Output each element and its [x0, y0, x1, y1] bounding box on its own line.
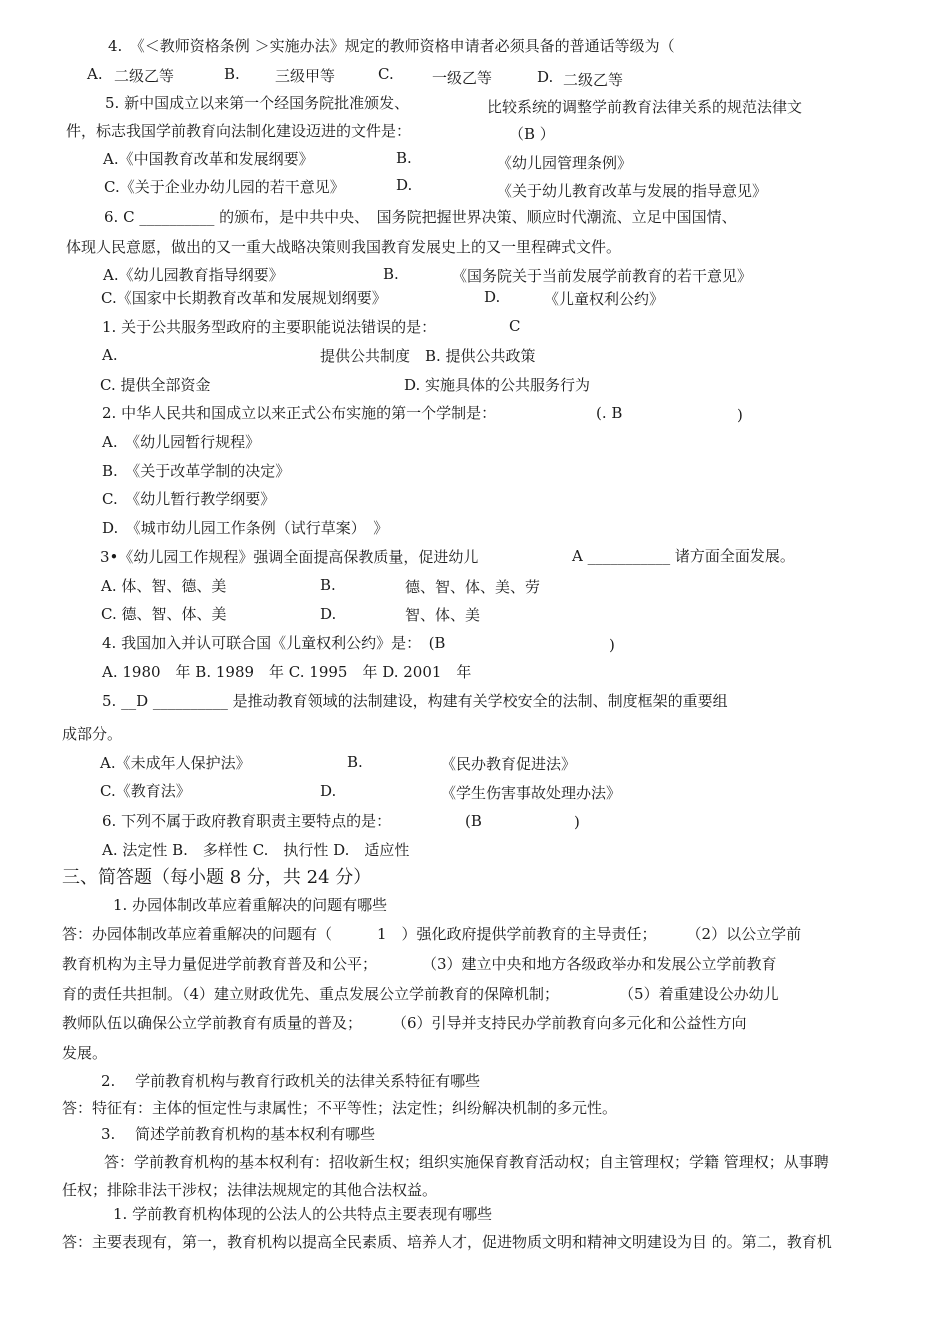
text-line: 发展。: [62, 1044, 108, 1062]
text-line: 答：办园体制改革应着重解决的问题有（ 1 ）强化政府提供学前教育的主导责任； （2）以公立学前: [62, 925, 802, 943]
text-line: 《民办教育促进法》: [441, 755, 577, 773]
text-line: 1. 关于公共服务型政府的主要职能说法错误的是：: [102, 318, 437, 336]
section-heading: 三、简答题（每小题 8 分，共 24 分）: [62, 867, 372, 888]
text-line: 二级乙等: [114, 67, 175, 85]
text-line: C.《教育法》: [100, 782, 191, 800]
text-line: 智、体、美: [405, 606, 481, 624]
text-line: 5. __D __________ 是推动教育领域的法制建设，构建有关学校安全的法制、制度框架的重要组: [102, 692, 728, 710]
text-line: (. B: [596, 404, 623, 422]
text-line: 《幼儿园管理条例》: [497, 154, 633, 172]
text-line: 2. 学前教育机构与教育行政机关的法律关系特征有哪些: [101, 1072, 481, 1090]
text-line: 答：学前教育机构的基本权利有：招收新生权；组织实施保育教育活动权；自主管理权；学籍 管理权；从事聘: [104, 1153, 829, 1171]
text-line: 教育机构为主导力量促进学前教育普及和公平； （3）建立中央和地方各级政举办和发展公立学前教育: [62, 955, 777, 973]
text-line: 成部分。: [62, 725, 123, 743]
text-line: 3•《幼儿园工作规程》强调全面提高保教质量，促进幼儿: [100, 548, 479, 566]
text-line: 5. 新中国成立以来第一个经国务院批准颁发、: [105, 94, 410, 112]
text-line: D.: [396, 176, 413, 194]
text-line: 《关于幼儿教育改革与发展的指导意见》: [497, 182, 768, 200]
text-line: ): [737, 406, 743, 424]
text-line: 任权；排除非法干涉权；法律法规规定的其他合法权益。: [62, 1181, 438, 1199]
text-line: D. 《城市幼儿园工作条例（试行草案） 》: [102, 519, 389, 537]
text-line: A ___________ 诸方面全面发展。: [572, 547, 795, 565]
text-line: 1. 办园体制改革应着重解决的问题有哪些: [113, 896, 388, 914]
text-line: C: [509, 317, 521, 335]
text-line: 育的责任共担制。（4）建立财政优先、重点发展公立学前教育的保障机制； （5）着重建设公办幼儿: [62, 985, 779, 1003]
text-line: B.: [383, 265, 399, 283]
text-line: A. 1980 年 B. 1989 年 C. 1995 年 D. 2001 年: [102, 663, 472, 681]
text-line: 《学生伤害事故处理办法》: [441, 784, 622, 802]
text-line: 1. 学前教育机构体现的公法人的公共特点主要表现有哪些: [113, 1205, 493, 1223]
text-line: （B ）: [509, 125, 555, 143]
text-line: 件，标志我国学前教育向法制化建设迈进的文件是：: [66, 122, 412, 140]
text-line: A. 法定性 B. 多样性 C. 执行性 D. 适应性: [102, 841, 410, 859]
text-line: C.: [378, 65, 394, 83]
text-line: 3. 简述学前教育机构的基本权利有哪些: [101, 1125, 376, 1143]
text-line: 三级甲等: [275, 67, 336, 85]
text-line: C.《国家中长期教育改革和发展规划纲要》: [101, 289, 387, 307]
text-line: ): [609, 636, 615, 654]
text-line: A. 体、智、德、美: [101, 577, 227, 595]
text-line: B.: [347, 753, 363, 771]
text-line: 6. 下列不属于政府教育职责主要特点的是：: [102, 812, 392, 830]
text-line: B. 《关于改革学制的决定》: [102, 462, 291, 480]
text-line: 二级乙等: [563, 71, 624, 89]
text-line: 4. 《＜教师资格条例 ＞实施办法》规定的教师资格申请者必须具备的普通话等级为（: [108, 37, 675, 55]
text-line: A.: [102, 346, 118, 364]
text-line: B.: [320, 576, 336, 594]
text-line: C. 德、智、体、美: [101, 605, 227, 623]
text-line: 德、智、体、美、劳: [405, 578, 541, 596]
text-line: (B: [465, 812, 482, 830]
text-line: 体现人民意愿，做出的又一重大战略决策则我国教育发展史上的又一里程碑式文件。: [66, 238, 622, 256]
text-line: 教师队伍以确保公立学前教育有质量的普及； （6）引导并支持民办学前教育向多元化和公益性方向: [62, 1014, 747, 1032]
text-line: 比较系统的调整学前教育法律关系的规范法律文: [487, 98, 803, 116]
text-line: A.《幼儿园教育指导纲要》: [103, 266, 284, 284]
text-line: 6. C __________ 的颁布，是中共中央、 国务院把握世界决策、顺应时代潮流、立足中国国情、: [104, 208, 737, 226]
text-line: C.《关于企业办幼儿园的若干意见》: [104, 178, 345, 196]
text-line: D.: [320, 782, 337, 800]
text-line: A. 《幼儿园暂行规程》: [102, 433, 261, 451]
text-line: B.: [224, 65, 240, 83]
text-line: 《儿童权利公约》: [544, 290, 665, 308]
text-line: 答：主要表现有，第一，教育机构以提高全民素质、培养人才，促进物质文明和精神文明建设为目 的。第二，教育机: [62, 1233, 832, 1251]
text-line: 《国务院关于当前发展学前教育的若干意见》: [452, 267, 753, 285]
text-line: B.: [396, 149, 412, 167]
text-line: 提供公共制度 B. 提供公共政策: [320, 347, 536, 365]
text-line: D.: [484, 288, 501, 306]
text-line: A.《未成年人保护法》: [100, 754, 251, 772]
text-line: A.: [87, 65, 103, 83]
text-line: C. 提供全部资金: [100, 376, 211, 394]
text-line: D.: [320, 605, 337, 623]
text-line: ): [574, 813, 580, 831]
text-line: D.: [537, 68, 554, 86]
text-line: 一级乙等: [432, 69, 493, 87]
text-line: 2. 中华人民共和国成立以来正式公布实施的第一个学制是：: [102, 404, 497, 422]
text-line: 4. 我国加入并认可联合国《儿童权利公约》是： (B: [102, 634, 446, 652]
text-line: D. 实施具体的公共服务行为: [404, 376, 591, 394]
text-line: A.《中国教育改革和发展纲要》: [103, 150, 314, 168]
text-line: 答：特征有：主体的恒定性与隶属性；不平等性；法定性；纠纷解决机制的多元性。: [62, 1099, 618, 1117]
text-line: C. 《幼儿暂行教学纲要》: [102, 490, 276, 508]
